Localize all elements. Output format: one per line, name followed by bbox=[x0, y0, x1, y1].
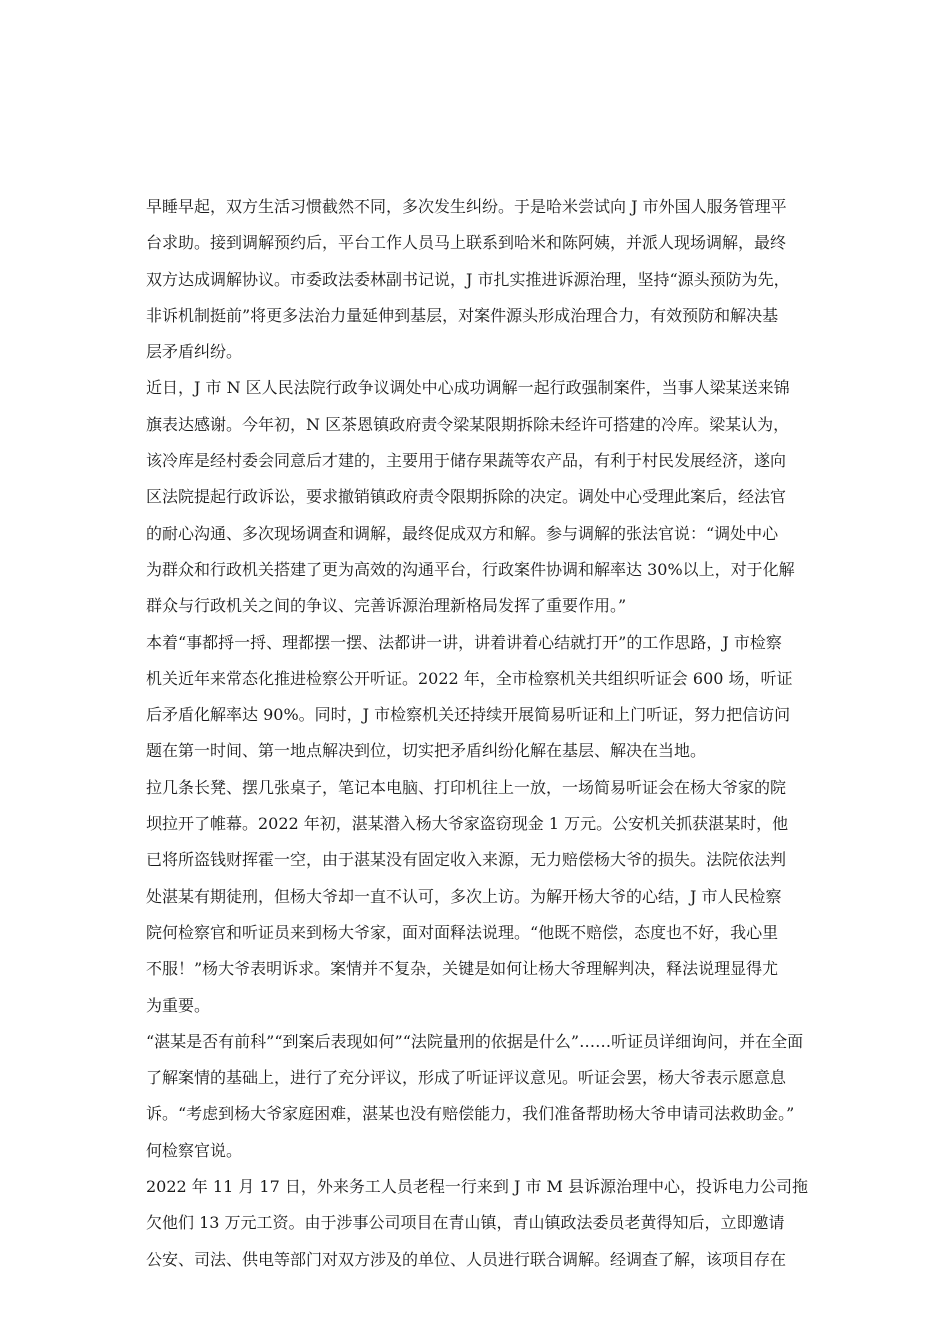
text-line: 不服！”杨大爷表明诉求。案情并不复杂，关键是如何让杨大爷理解判决，释法说理显得尤 bbox=[146, 959, 779, 979]
text-line: 非诉机制挺前”将更多法治力量延伸到基层，对案件源头形成治理合力，有效预防和解决基 bbox=[146, 305, 779, 325]
text-line: 为重要。 bbox=[146, 995, 211, 1015]
text-line: 题在第一时间、第一地点解决到位，切实把矛盾纠纷化解在基层、解决在当地。 bbox=[146, 741, 707, 761]
text-line: 层矛盾纠纷。 bbox=[146, 342, 243, 362]
paragraph-1 bbox=[146, 189, 886, 370]
text-line: 拉几条长凳、摆几张桌子，笔记本电脑、打印机往上一放，一场简易听证会在杨大爷家的院 bbox=[146, 777, 787, 797]
text-line: 已将所盗钱财挥霍一空，由于湛某没有固定收入来源，无力赔偿杨大爷的损失。法院依法判 bbox=[146, 850, 787, 870]
text-line: 为群众和行政机关搭建了更为高效的沟通平台，行政案件协调和解率达 30%以上，对于化解 bbox=[146, 559, 795, 579]
text-line: 群众与行政机关之间的争议、完善诉源治理新格局发挥了重要作用。” bbox=[146, 596, 627, 616]
text-line: 处湛某有期徒刑，但杨大爷却一直不认可，多次上访。为解开杨大爷的心结，J 市人民检察 bbox=[146, 886, 782, 906]
text-line: 台求助。接到调解预约后，平台工作人员马上联系到哈米和陈阿姨，并派人现场调解，最终 bbox=[146, 233, 787, 253]
text-line: 诉。“考虑到杨大爷家庭困难，湛某也没有赔偿能力，我们准备帮助杨大爷申请司法救助金。” bbox=[146, 1104, 795, 1124]
text-line: 近日，J 市 N 区人民法院行政争议调处中心成功调解一起行政强制案件，当事人梁某送来锦 bbox=[146, 378, 790, 398]
text-line: 何检察官说。 bbox=[146, 1140, 243, 1160]
text-line: 公安、司法、供电等部门对双方涉及的单位、人员进行联合调解。经调查了解，该项目存在 bbox=[146, 1249, 787, 1269]
text-line: 2022 年 11 月 17 日，外来务工人员老程一行来到 J 市 M 县诉源治理中心，投诉电力公司拖 bbox=[146, 1177, 809, 1197]
text-line: 的耐心沟通、多次现场调查和调解，最终促成双方和解。参与调解的张法官说：“调处中心 bbox=[146, 523, 779, 543]
text-line: 早睡早起，双方生活习惯截然不同，多次发生纠纷。于是哈米尝试向 J 市外国人服务管理平 bbox=[146, 197, 787, 216]
text-line: 坝拉开了帷幕。2022 年初，湛某潜入杨大爷家盗窃现金 1 万元。公安机关抓获湛某时，他 bbox=[146, 814, 789, 834]
text-line: “湛某是否有前科”“到案后表现如何”“法院量刑的依据是什么”……听证员详细询问，并在全面 bbox=[146, 1031, 804, 1051]
text-line: 该冷库是经村委会同意后才建的，主要用于储存果蔬等农产品，有利于村民发展经济，遂向 bbox=[146, 451, 787, 471]
paragraph-4 bbox=[146, 770, 886, 1024]
text-line: 机关近年来常态化推进检察公开听证。2022 年，全市检察机关共组织听证会 600 场，听证 bbox=[146, 668, 793, 688]
text-line: 双方达成调解协议。市委政法委林副书记说，J 市扎实推进诉源治理，坚持“源头预防为先， bbox=[146, 269, 790, 289]
text-line: 区法院提起行政诉讼，要求撤销镇政府责令限期拆除的决定。调处中心受理此案后，经法官 bbox=[146, 487, 787, 507]
text-line: 了解案情的基础上，进行了充分评议，形成了听证评议意见。听证会罢，杨大爷表示愿意息 bbox=[146, 1068, 787, 1088]
paragraph-5 bbox=[146, 1024, 886, 1169]
paragraph-3 bbox=[146, 625, 886, 770]
text-line: 后矛盾化解率达 90%。同时，J 市检察机关还持续开展简易听证和上门听证，努力把信访问 bbox=[146, 705, 791, 725]
text-line: 欠他们 13 万元工资。由于涉事公司项目在青山镇，青山镇政法委员老黄得知后，立即邀请 bbox=[146, 1213, 785, 1233]
text-line: 旗表达感谢。今年初，N 区茶恩镇政府责令梁某限期拆除未经许可搭建的冷库。梁某认为， bbox=[146, 414, 790, 434]
paragraph-2 bbox=[146, 370, 886, 624]
text-line: 本着“事都捋一捋、理都摆一摆、法都讲一讲，讲着讲着心结就打开”的工作思路，J 市检察 bbox=[146, 632, 782, 652]
text-line: 院何检察官和听证员来到杨大爷家，面对面释法说理。“他既不赔偿，态度也不好，我心里 bbox=[146, 922, 779, 942]
document-body bbox=[146, 189, 886, 1278]
paragraph-6 bbox=[146, 1169, 886, 1278]
